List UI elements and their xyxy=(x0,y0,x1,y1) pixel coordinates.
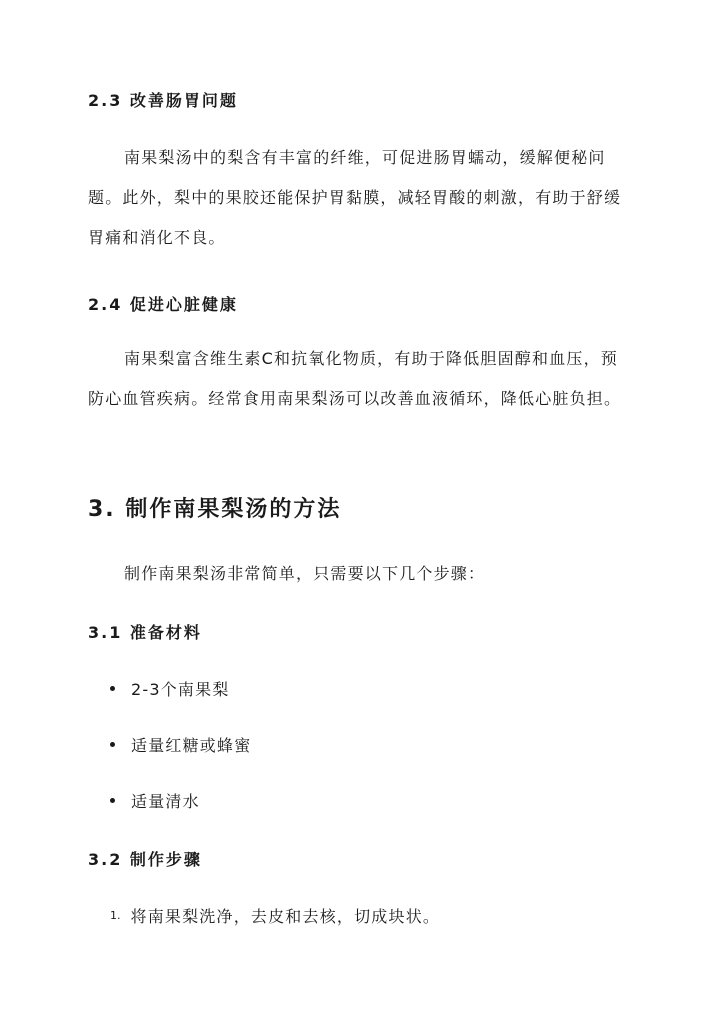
paragraph-2-4-text: 南果梨富含维生素C和抗氧化物质，有助于降低胆固醇和血压，预防心血管疾病。经常食用南果梨汤可以改善血液循环，降低心脏负担。 xyxy=(88,349,622,408)
bullet-icon xyxy=(110,686,115,691)
heading-2-3: 2.3 改善肠胃问题 xyxy=(88,91,238,110)
heading-3-1: 3.1 准备材料 xyxy=(88,623,202,642)
paragraph-2-4 xyxy=(88,339,633,419)
paragraph-2-3 xyxy=(88,138,633,258)
list-item-text: 2-3个南果梨 xyxy=(131,680,230,699)
list-item-text: 适量清水 xyxy=(131,792,200,811)
heading-2-4: 2.4 促进心脏健康 xyxy=(88,295,238,314)
heading-3-2: 3.2 制作步骤 xyxy=(88,850,202,869)
list-item xyxy=(110,677,230,700)
list-item xyxy=(110,733,251,756)
list-item xyxy=(110,904,440,927)
paragraph-3-intro xyxy=(88,554,633,594)
bullet-icon xyxy=(110,742,115,747)
paragraph-2-3-text: 南果梨汤中的梨含有丰富的纤维，可促进肠胃蠕动，缓解便秘问题。此外，梨中的果胶还能保护胃黏膜，减轻胃酸的刺激，有助于舒缓胃痛和消化不良。 xyxy=(88,148,622,247)
bullet-icon xyxy=(110,798,115,803)
step-number: 1. xyxy=(110,909,121,922)
heading-3: 3. 制作南果梨汤的方法 xyxy=(88,497,342,522)
paragraph-3-intro-text: 制作南果梨汤非常简单，只需要以下几个步骤： xyxy=(124,564,486,583)
list-item-text: 适量红糖或蜂蜜 xyxy=(131,736,252,755)
list-item xyxy=(110,789,200,812)
step-text: 将南果梨洗净，去皮和去核，切成块状。 xyxy=(130,907,441,926)
